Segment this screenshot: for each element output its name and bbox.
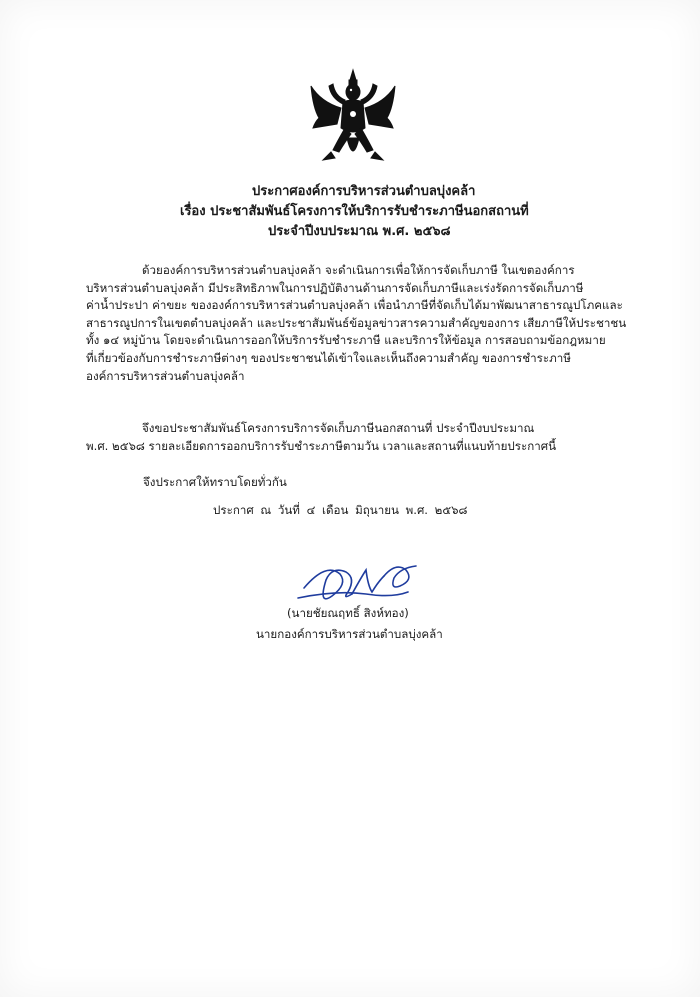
- paragraph-line: องค์การบริหารส่วนตำบลบุ่งคล้า: [86, 368, 245, 383]
- announcement-line: จึงประกาศให้ทราบโดยทั่วกัน: [143, 475, 287, 489]
- paragraph-line: ด้วยองค์การบริหารส่วนตำบลบุ่งคล้า จะดำเนินการเพื่อให้การจัดเก็บภาษี ในเขตองค์การ: [142, 263, 575, 277]
- paragraph-line: พ.ศ. ๒๕๖๘ รายละเอียดการออกบริการรับชำระภาษีตามวัน เวลาและสถานที่แนบท้ายประกาศนี้: [86, 438, 557, 453]
- announcement-date: ประกาศ ณ วันที่ ๔ เดือน มิถุนายน พ.ศ. ๒๕๖๘: [213, 503, 468, 517]
- paragraph-line: บริหารส่วนตำบลบุ่งคล้า มีประสิทธิภาพในการปฏิบัติงานด้านการจัดเก็บภาษีและเร่งรัดการจัดเก็บภาษี: [86, 280, 584, 295]
- paragraph-line: สาธารณูปการในเขตตำบลบุ่งคล้า และประชาสัมพันธ์ข้อมูลข่าวสารความสำคัญของการ เสียภาษีให้ประชาชน: [86, 315, 626, 330]
- paragraph-line: จึงขอประชาสัมพันธ์โครงการบริการจัดเก็บภาษีนอกสถานที่ ประจำปีงบประมาณ: [142, 421, 535, 435]
- body-paragraph-1: [86, 262, 626, 385]
- document-subject: เรื่อง ประชาสัมพันธ์โครงการให้บริการรับชำระภาษีนอกสถานที่: [180, 204, 529, 219]
- signer-title: นายกองค์การบริหารส่วนตำบลบุ่งคล้า: [256, 627, 443, 641]
- signer-name: (นายชัยณฤทธิ์ สิงห์ทอง): [287, 606, 409, 620]
- garuda-emblem-icon: [307, 68, 399, 168]
- document-title: ประกาศองค์การบริหารส่วนตำบลบุ่งคล้า: [252, 184, 476, 199]
- paragraph-line: ทั้ง ๑๔ หมู่บ้าน โดยจะดำเนินการออกให้บริการรับชำระภาษี และบริการให้ข้อมูล การสอบถามข้อกฎหมาย: [86, 333, 606, 348]
- body-paragraph-2: [86, 420, 626, 455]
- paragraph-line: ค่าน้ำประปา ค่าขยะ ขององค์การบริหารส่วนตำบลบุ่งคล้า เพื่อนำภาษีที่จัดเก็บได้มาพัฒนาสาธารณูปโภคและ: [86, 298, 623, 313]
- fiscal-year-heading: ประจำปีงบประมาณ พ.ศ. ๒๕๖๘: [268, 224, 451, 239]
- paragraph-line: ที่เกี่ยวข้องกับการชำระภาษีต่างๆ ของประชาชนได้เข้าใจและเห็นถึงความสำคัญ ของการชำระภาษี: [86, 350, 571, 365]
